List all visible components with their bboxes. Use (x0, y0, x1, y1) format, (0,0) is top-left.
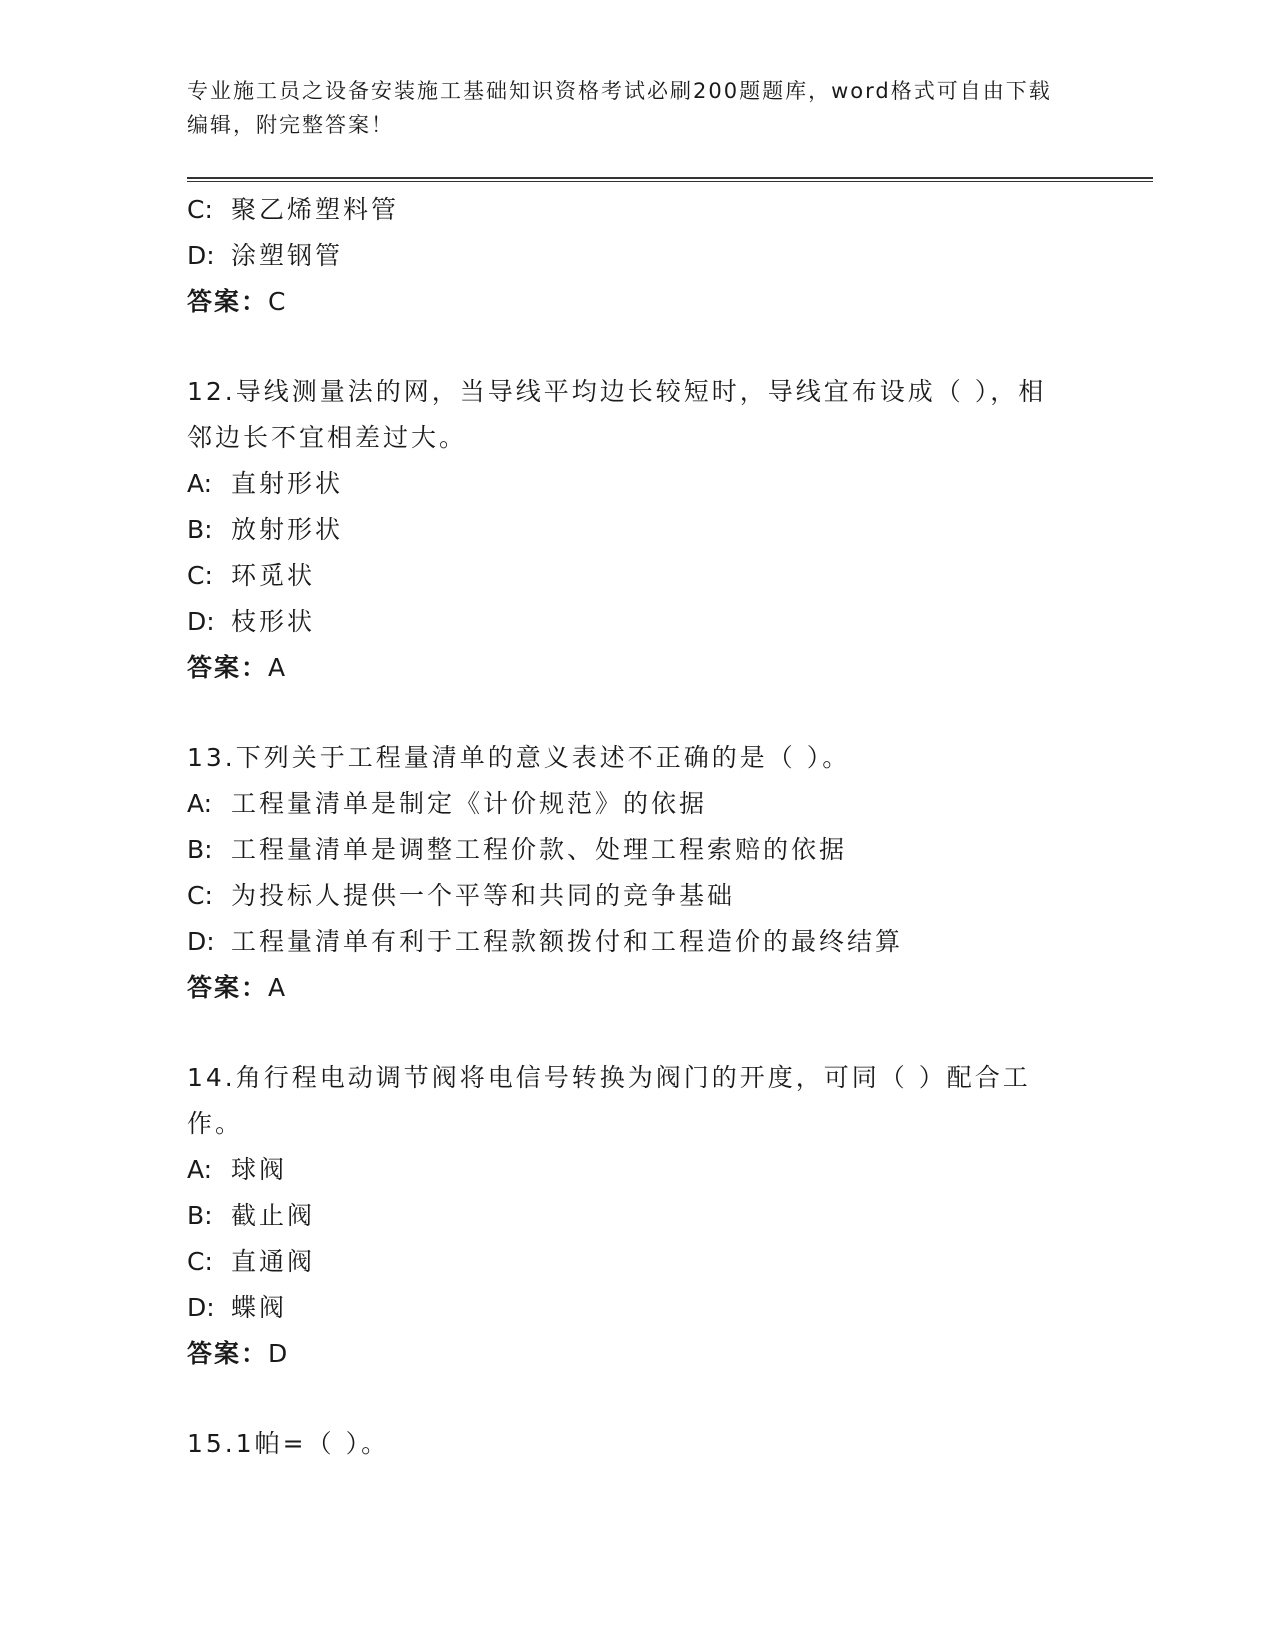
option-text: 放射形状 (231, 515, 344, 544)
option-letter: D: (187, 241, 215, 270)
option-letter: C: (187, 561, 213, 590)
question-number: 15. (187, 1429, 236, 1458)
question-stem: 角行程电动调节阀将电信号转换为阀门的开度，可同（ ）配合工作。 (187, 1063, 1031, 1138)
option-text: 工程量清单是调整工程价款、处理工程索赔的依据 (231, 835, 848, 864)
option-line (187, 919, 1067, 965)
option-text: 工程量清单有利于工程款额拨付和工程造价的最终结算 (231, 927, 904, 956)
answer-line (187, 965, 1067, 1011)
option-line (187, 1193, 1067, 1239)
option-line (187, 781, 1067, 827)
answer-line (187, 279, 1067, 325)
option-letter: A: (187, 1155, 213, 1184)
option-letter: B: (187, 835, 213, 864)
question-block (187, 1055, 1067, 1377)
answer-line (187, 1331, 1067, 1377)
question-number: 13. (187, 743, 236, 772)
option-line (187, 827, 1067, 873)
option-text: 直通阀 (231, 1247, 316, 1276)
question-number: 14. (187, 1063, 236, 1092)
option-letter: A: (187, 469, 213, 498)
question-text (187, 735, 1067, 781)
answer-label: 答案： (187, 973, 269, 1002)
question-block (187, 369, 1067, 691)
answer-value: C (268, 287, 289, 316)
page-header (187, 74, 1067, 142)
option-letter: B: (187, 1201, 213, 1230)
option-letter: C: (187, 881, 213, 910)
option-text: 蝶阀 (231, 1293, 288, 1322)
question-text (187, 1421, 1067, 1467)
option-text: 截止阀 (231, 1201, 316, 1230)
question-content (187, 187, 1067, 1467)
option-letter: D: (187, 1293, 215, 1322)
option-letter: C: (187, 195, 213, 224)
answer-label: 答案： (187, 1339, 269, 1368)
option-line (187, 553, 1067, 599)
option-text: 聚乙烯塑料管 (231, 195, 400, 224)
option-line (187, 507, 1067, 553)
option-letter: C: (187, 1247, 213, 1276)
previous-question-tail (187, 187, 1067, 325)
question-block (187, 1421, 1067, 1467)
answer-line (187, 645, 1067, 691)
answer-label: 答案： (187, 287, 269, 316)
option-letter: A: (187, 789, 213, 818)
option-text: 直射形状 (231, 469, 344, 498)
option-text: 球阀 (231, 1155, 288, 1184)
question-stem: 1帕=（ ）。 (235, 1429, 390, 1458)
option-line (187, 187, 1067, 233)
question-text (187, 369, 1067, 461)
option-line (187, 873, 1067, 919)
option-line (187, 599, 1067, 645)
question-stem: 下列关于工程量清单的意义表述不正确的是（ ）。 (235, 743, 851, 772)
option-line (187, 461, 1067, 507)
option-line (187, 1239, 1067, 1285)
header-divider (187, 177, 1153, 182)
answer-label: 答案： (187, 653, 269, 682)
answer-value: A (268, 653, 289, 682)
option-text: 枝形状 (231, 607, 316, 636)
option-line (187, 1285, 1067, 1331)
question-text (187, 1055, 1067, 1147)
answer-value: A (268, 973, 289, 1002)
option-line (187, 233, 1067, 279)
option-line (187, 1147, 1067, 1193)
option-letter: D: (187, 607, 215, 636)
option-letter: D: (187, 927, 215, 956)
option-text: 工程量清单是制定《计价规范》的依据 (231, 789, 708, 818)
option-text: 为投标人提供一个平等和共同的竞争基础 (231, 881, 736, 910)
header-title: 专业施工员之设备安装施工基础知识资格考试必刷200题题库，word格式可自由下载编辑，附完整答案！ (187, 79, 1052, 137)
answer-value: D (268, 1339, 291, 1368)
option-text: 环觅状 (231, 561, 316, 590)
question-stem: 导线测量法的网，当导线平均边长较短时，导线宜布设成（ ），相邻边长不宜相差过大。 (187, 377, 1047, 452)
option-letter: B: (187, 515, 213, 544)
question-block (187, 735, 1067, 1011)
question-number: 12. (187, 377, 236, 406)
option-text: 涂塑钢管 (231, 241, 344, 270)
